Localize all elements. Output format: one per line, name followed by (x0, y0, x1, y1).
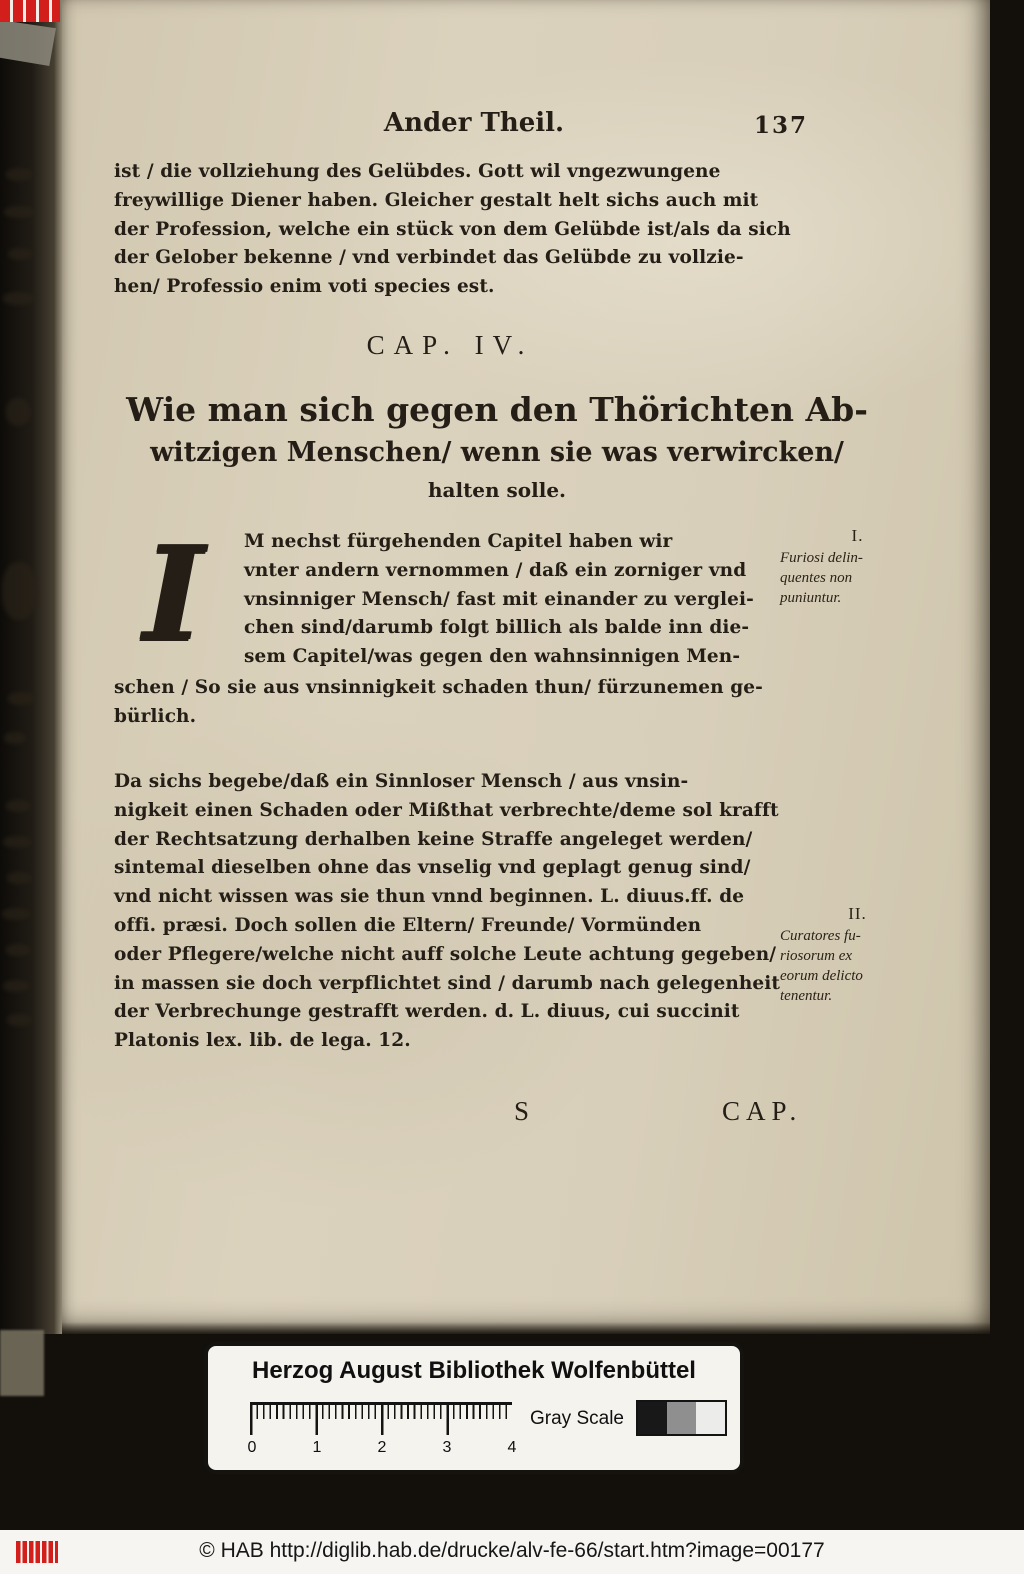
library-label (204, 1342, 744, 1474)
ink-smudge (8, 692, 34, 705)
ink-smudge (6, 800, 30, 812)
signature-mark: S (514, 1096, 530, 1126)
gray-scale-swatch-white (696, 1402, 725, 1434)
drop-cap-initial: I (142, 517, 204, 670)
copyright-strip (0, 1530, 1024, 1574)
chapter-title-line-3: halten solle. (427, 478, 567, 502)
copyright-text: © HAB http://diglib.hab.de/drucke/alv-fe-66/start.htm?image=00177 (199, 1539, 825, 1562)
ruler-number: 4 (507, 1439, 517, 1456)
gray-scale-swatch-gray (667, 1402, 696, 1434)
running-header (114, 108, 809, 142)
ink-smudge (6, 398, 30, 426)
gray-scale-swatch-black (638, 1402, 667, 1434)
chapter-title-line-1: Wie man sich gegen den Thörichten Ab- (126, 390, 868, 429)
opening-paragraph-text: M nechst fürgehenden Capitel haben wir vnter andern vernommen / daß ein zorniger vnd vnsinniger Mensch/ fast mit einander zu verglei- chen sind/darumb folgt billich als balde inn die- sem Capitel/was gegen den wahnsinnigen Men- (244, 531, 754, 668)
ink-smudge (2, 908, 30, 920)
paragraph-continuation: ist / die vollziehung des Gelübdes. Gott wil vngezwungene freywillige Diener haben. Gleicher gestalt helt sichs auch mit der Profession, welche ein stück von dem Gelübde ist/als da sich der Gelober bekenne / vnd verbindet das Gelübde zu vollzie- hen/ Professio enim voti species est. (114, 161, 791, 298)
page-number: 137 (754, 112, 809, 139)
chapter-number-heading: CAP. IV. (366, 330, 534, 360)
chapter-opening-paragraph (114, 517, 786, 674)
running-header-title: Ander Theil. (383, 108, 565, 138)
ink-smudge (6, 944, 30, 956)
ink-smudge (8, 248, 32, 260)
ruler-number: 3 (442, 1439, 452, 1456)
ink-smudge (3, 836, 31, 848)
book-page (62, 0, 990, 1334)
second-paragraph: Da sichs begebe/daß ein Sinnloser Mensch / aus vnsin- nigkeit einen Schaden oder Mißthat verbrechte/deme sol krafft der Rechtsatzung derhalben keine Straffe angeleget werden/ sintemal dieselben ohne das vnselig vnd geplagt genug sind/ vnd nicht wissen was sie thun vnnd beginnen. L. diuus.ff. de offi. præsi. Doch sollen die Eltern/ Freunde/ Vormünden oder Pflegere/welche nicht auff solche Leute achtung gegeben/ in massen sie doch verpflichtet sind / darumb nach gelegenheit der Verbrechunge gestrafft werden. d. L. diuus, cui succinit Platonis lex. lib. de lega. 12. (114, 771, 781, 1052)
color-calibration-bar-top (0, 0, 60, 22)
ink-smudge (6, 168, 32, 181)
ink-smudge (7, 1014, 31, 1026)
signature-and-catchword-line (114, 1096, 803, 1138)
ink-smudge (3, 292, 33, 305)
underlying-page-corner (0, 20, 56, 66)
margin-note-1-numeral: I. (851, 526, 864, 545)
scale-ruler (247, 1402, 517, 1456)
catchword: CAP. (722, 1096, 803, 1126)
margin-note-2-text: Curatores fu- riosorum ex eorum delicto tenentur. (780, 928, 863, 1004)
ruler-number: 1 (312, 1439, 322, 1456)
ink-smudge (2, 562, 36, 620)
chapter-title-line-2: witzigen Menschen/ wenn sie was verwircken/ (150, 437, 844, 468)
margin-note-1 (780, 526, 935, 608)
margin-note-2-numeral: II. (848, 904, 867, 923)
opening-paragraph-full-width: schen / So sie aus vnsinnigkeit schaden thun/ fürzunemen ge- bürlich. (114, 677, 763, 727)
ink-smudge (4, 732, 26, 744)
ink-smudge (4, 206, 34, 218)
ruler-number: 0 (247, 1439, 257, 1456)
ink-smudge (7, 872, 31, 884)
underlying-page-bottom-corner (0, 1330, 44, 1396)
gray-scale-label: Gray Scale (530, 1408, 624, 1429)
margin-note-1-text: Furiosi delin- quentes non puniuntur. (780, 550, 863, 606)
adjacent-page-edge (0, 0, 64, 1334)
library-name: Herzog August Bibliothek Wolfenbüttel (252, 1357, 696, 1384)
gray-scale-swatches (636, 1400, 727, 1436)
margin-note-2 (780, 904, 935, 1006)
ink-smudge (3, 980, 29, 992)
ruler-number: 2 (377, 1439, 387, 1456)
